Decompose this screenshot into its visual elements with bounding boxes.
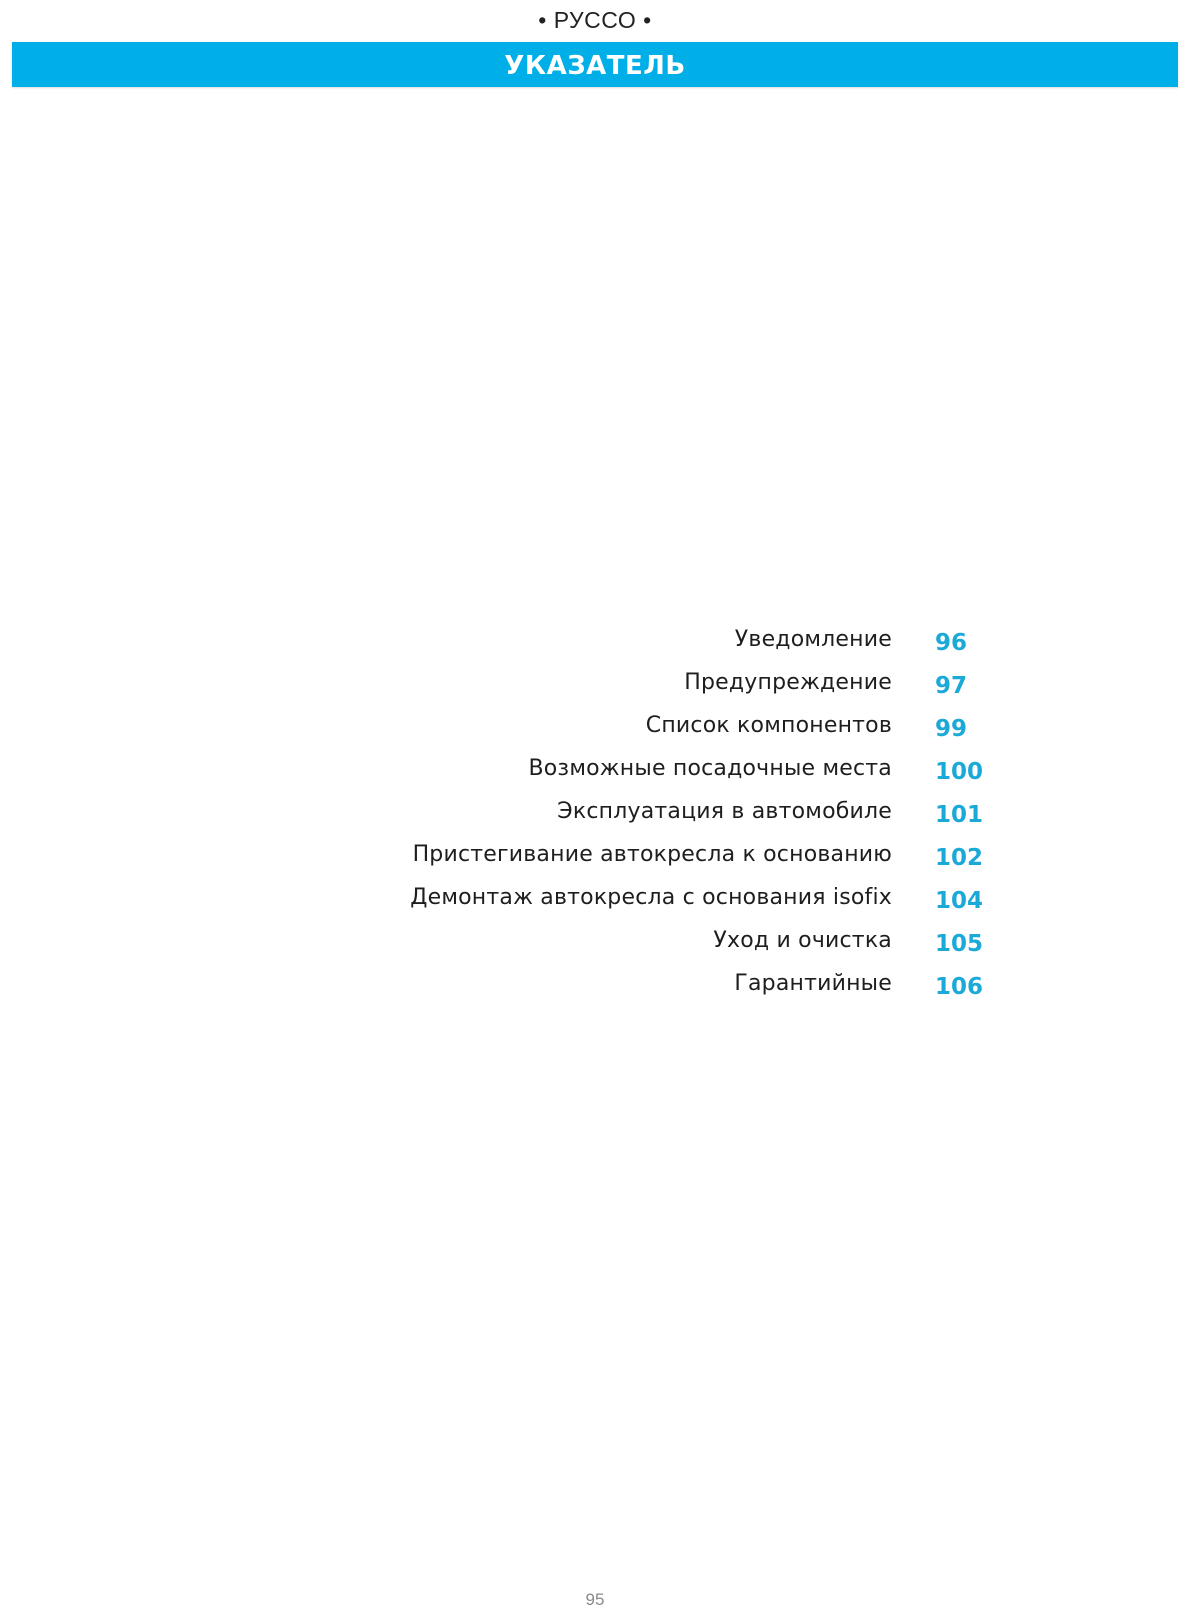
toc-entry-page: 96 xyxy=(935,630,968,656)
language-header: • РУССО • xyxy=(538,7,652,33)
toc-entry-page: 101 xyxy=(935,802,984,828)
toc-row xyxy=(380,883,1000,926)
title-band xyxy=(12,42,1178,87)
toc-entry-label: Уведомление xyxy=(734,627,892,652)
toc-entry-label: Предупреждение xyxy=(684,670,892,695)
toc-entry-label: Пристегивание автокресла к основанию xyxy=(412,842,892,867)
toc-entry-label: Возможные посадочные места xyxy=(528,756,892,781)
toc-entry-page: 106 xyxy=(935,974,984,1000)
toc-entry-page: 102 xyxy=(935,845,984,871)
toc-entry-page: 99 xyxy=(935,716,968,742)
page-number: 95 xyxy=(585,1590,605,1609)
toc-entry-page: 105 xyxy=(935,931,984,957)
toc-entry-label: Демонтаж автокресла с основания isofix xyxy=(410,885,892,910)
toc-row xyxy=(380,926,1000,969)
toc-row xyxy=(380,668,1000,711)
toc-row xyxy=(380,625,1000,668)
table-of-contents xyxy=(380,625,1000,1012)
toc-entry-page: 100 xyxy=(935,759,984,785)
toc-row xyxy=(380,969,1000,1012)
toc-entry-label: Гарантийные xyxy=(734,971,892,996)
toc-entry-page: 97 xyxy=(935,673,968,699)
toc-row xyxy=(380,840,1000,883)
toc-entry-label: Эксплуатация в автомобиле xyxy=(557,799,892,824)
toc-entry-label: Уход и очистка xyxy=(713,928,892,953)
toc-row xyxy=(380,797,1000,840)
toc-entry-page: 104 xyxy=(935,888,984,914)
toc-row xyxy=(380,711,1000,754)
page-title: УКАЗАТЕЛЬ xyxy=(504,51,686,81)
toc-entry-label: Список компонентов xyxy=(645,713,892,738)
toc-row xyxy=(380,754,1000,797)
